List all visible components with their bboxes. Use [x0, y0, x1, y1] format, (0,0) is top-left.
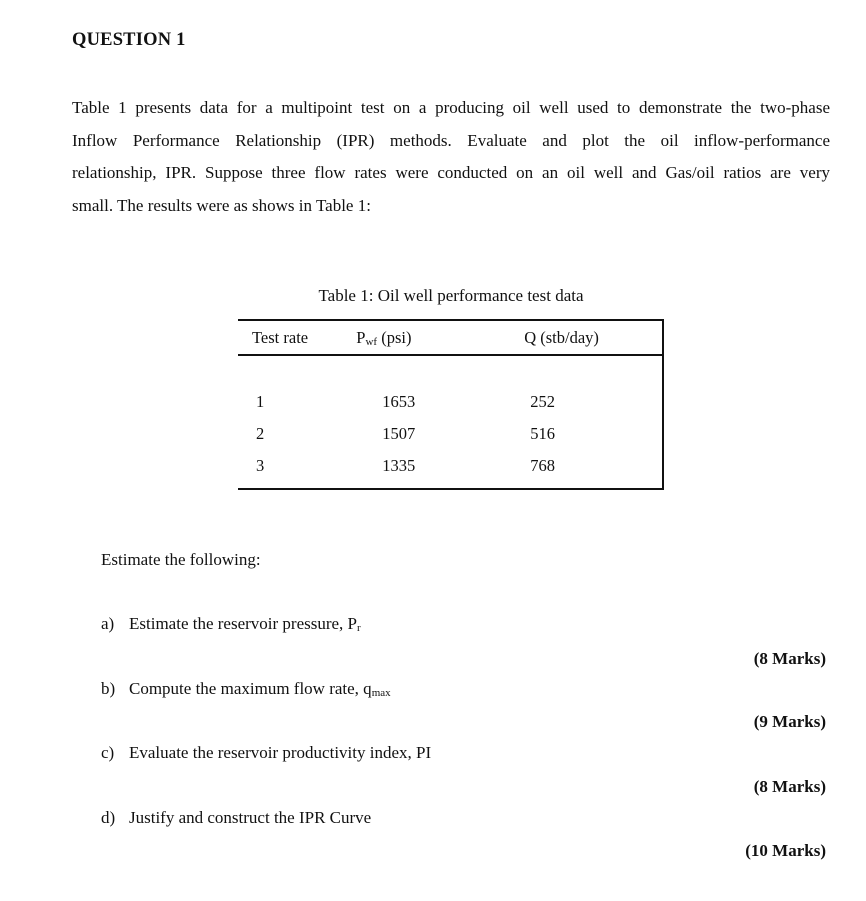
cell-test: 3	[238, 450, 326, 489]
question-subscript: max	[371, 687, 391, 699]
estimate-label: Estimate the following:	[101, 550, 261, 569]
paragraph-line: small. The results were as shows in Table 1:	[72, 195, 371, 215]
question-d	[101, 808, 371, 828]
header-q: Q (stb/day)	[494, 320, 663, 355]
paragraph-line: relationship, IPR. Suppose three flow rates were conducted on an oil well and Gas/oil ratios are very	[72, 163, 830, 182]
question-label: c)	[101, 743, 115, 762]
table-caption: Table 1: Oil well performance test data	[318, 286, 584, 305]
cell-pwf: 1507	[382, 424, 416, 443]
cell-test: 1	[256, 392, 265, 411]
pwf-symbol: P	[356, 327, 366, 347]
question-label: b)	[101, 679, 116, 698]
question-b	[101, 679, 391, 699]
header-pwf	[326, 320, 494, 355]
paragraph-line: Table 1 presents data for a multipoint test on a producing oil well used to demonstrate the two-phase	[72, 98, 830, 117]
marks-c: (8 Marks)	[753, 777, 826, 796]
marks-a: (8 Marks)	[753, 649, 826, 668]
cell-q: 516	[494, 418, 663, 450]
table-header-row	[238, 320, 663, 355]
cell-pwf: 1335	[326, 450, 494, 489]
cell-test: 2	[256, 424, 265, 443]
cell-q: 768	[494, 450, 663, 489]
table-row	[238, 450, 663, 489]
table-row	[238, 418, 663, 450]
marks-d: (10 Marks)	[745, 841, 826, 860]
cell-q: 252	[494, 386, 663, 418]
question-c	[101, 743, 431, 763]
question-label: d)	[101, 808, 116, 827]
question-heading: QUESTION 1	[72, 30, 186, 50]
intro-paragraph	[72, 92, 830, 222]
question-text: Justify and construct the IPR Curve	[129, 808, 372, 827]
marks-b: (9 Marks)	[753, 712, 826, 731]
performance-table	[238, 319, 664, 490]
header-test-rate: Test rate	[238, 320, 326, 355]
question-label: a)	[101, 614, 115, 633]
question-text: Estimate the reservoir pressure, P	[129, 614, 358, 633]
question-a	[101, 614, 361, 634]
pwf-subscript: wf	[365, 335, 378, 348]
question-subscript: r	[357, 622, 361, 634]
cell-pwf: 1653	[382, 392, 416, 411]
question-text: Compute the maximum flow rate, q	[129, 679, 372, 698]
table-row	[238, 386, 663, 418]
pwf-unit: (psi)	[377, 327, 412, 347]
paragraph-line: Inflow Performance Relationship (IPR) methods. Evaluate and plot the oil inflow-performance	[72, 130, 830, 150]
question-text: Evaluate the reservoir productivity index, PI	[129, 743, 432, 762]
table-spacer-row	[238, 355, 663, 386]
